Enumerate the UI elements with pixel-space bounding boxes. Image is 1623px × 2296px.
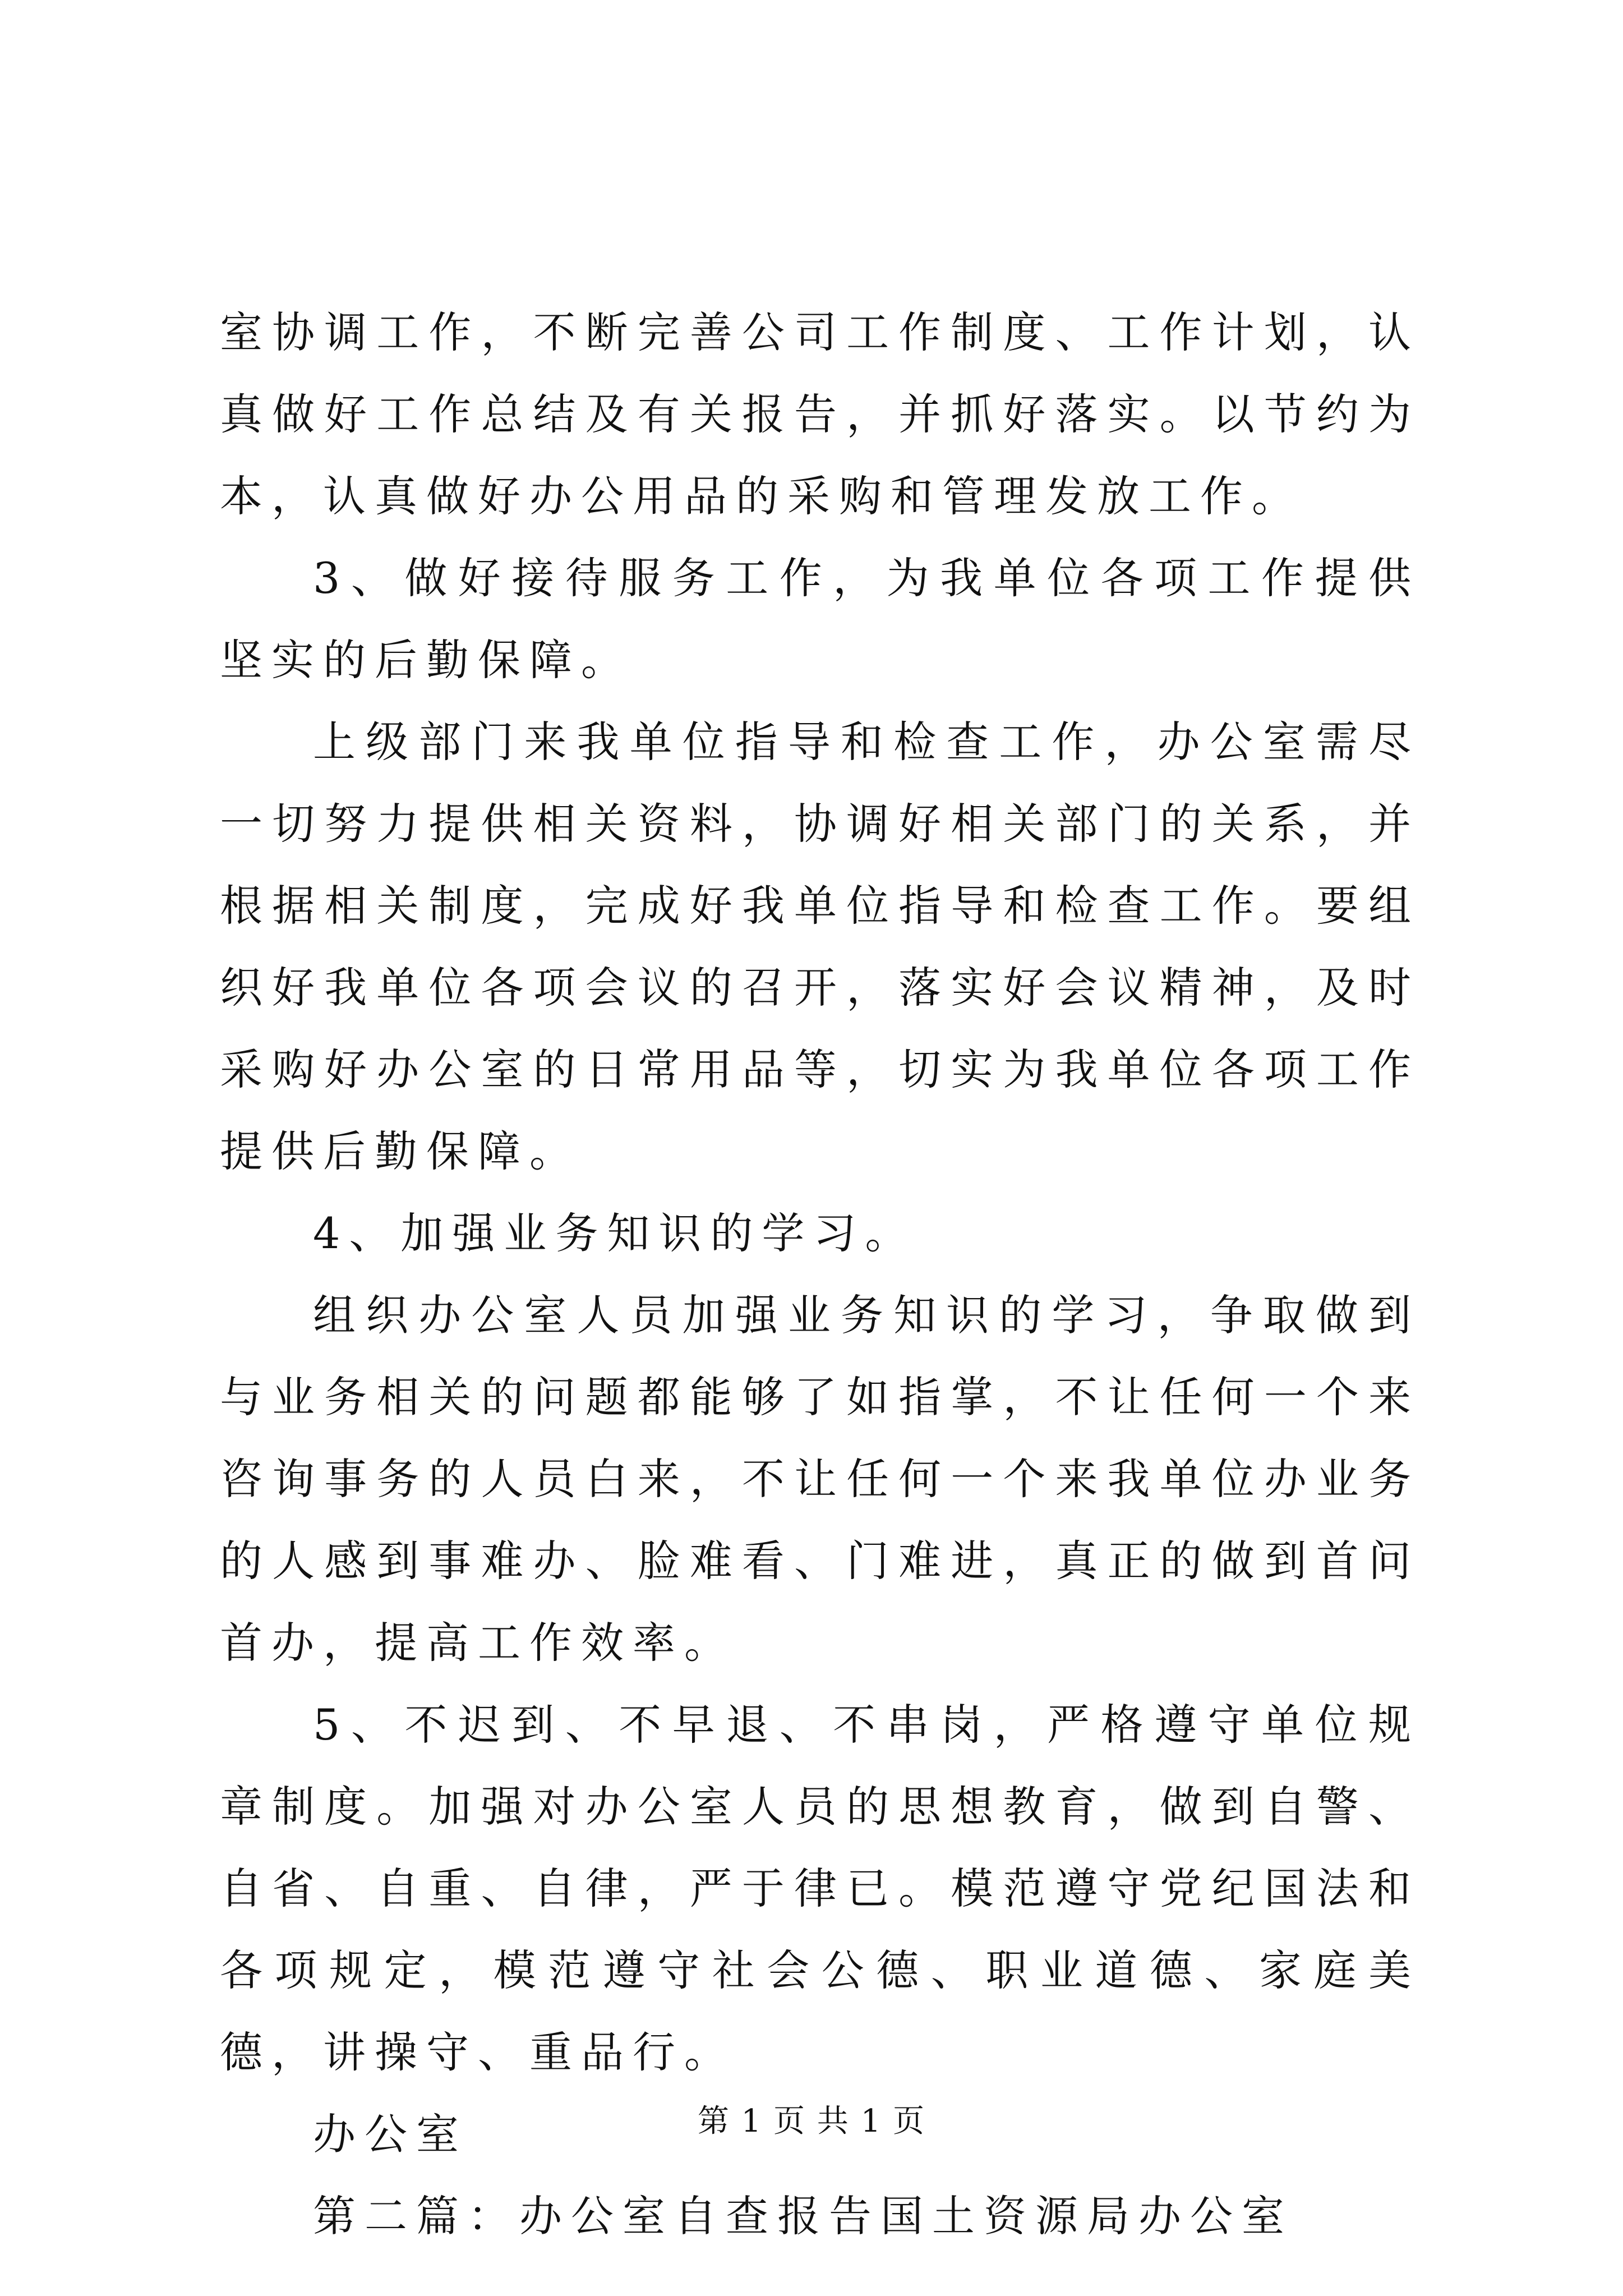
- paragraph-learning: 组织办公室人员加强业务知识的学习，争取做到与业务相关的问题都能够了如指掌，不让任何一个来咨询事务的人员白来，不让任何一个来我单位办业务的人感到事难办、脸难看、门难进，真正的做到首问首办，提高工作效率。: [220, 1290, 1420, 1668]
- page-footer: 第 1 页 共 1 页: [697, 2103, 926, 2139]
- paragraph-reception: 上级部门来我单位指导和检查工作，办公室需尽一切努力提供相关资料，协调好相关部门的关系，并根据相关制度，完成好我单位指导和检查工作。要组织好我单位各项会议的召开，落实好会议精神，及时采购好办公室的日常用品等，切实为我单位各项工作提供后勤保障。: [220, 717, 1420, 1176]
- paragraph-continuation: 室协调工作，不断完善公司工作制度、工作计划，认真做好工作总结及有关报告，并抓好落实。以节约为本，认真做好办公用品的采购和管理发放工作。: [220, 307, 1420, 521]
- paragraph-item-3: 3、做好接待服务工作，为我单位各项工作提供坚实的后勤保障。: [220, 553, 1420, 685]
- paragraph-item-4: 4、加强业务知识的学习。: [313, 1208, 917, 1258]
- next-section-heading: 第二篇：办公室自查报告国土资源局办公室: [313, 2191, 1293, 2241]
- document-body: [220, 292, 1420, 2257]
- paragraph-item-5: 5、不迟到、不早退、不串岗，严格遵守单位规章制度。加强对办公室人员的思想教育，做到自警、自省、自重、自律，严于律已。模范遵守党纪国法和各项规定，模范遵守社会公德、职业道德、家庭美德，讲操守、重品行。: [220, 1700, 1420, 2077]
- signoff: 办公室: [313, 2109, 468, 2159]
